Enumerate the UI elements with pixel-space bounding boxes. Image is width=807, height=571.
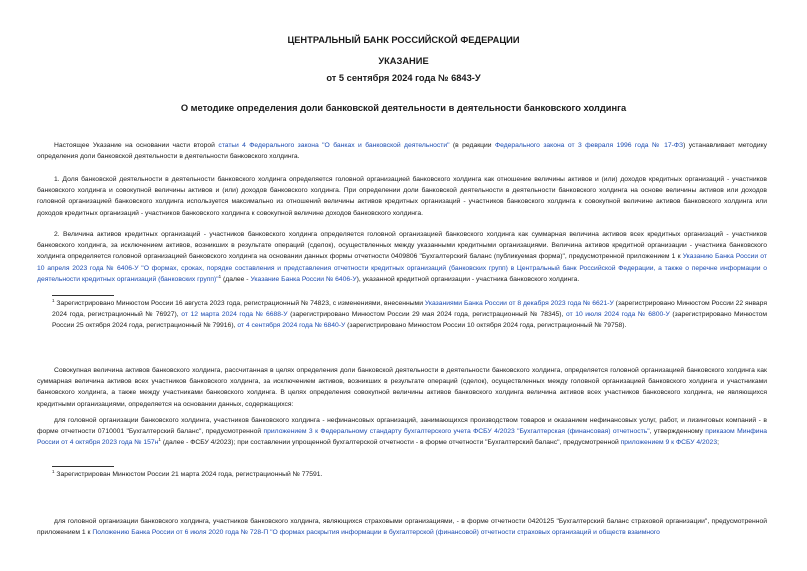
- instruction-6621-link[interactable]: Указаниями Банка России от 8 декабря 2023 года № 6621-У: [424, 300, 614, 307]
- fsbu-appendix-9-link[interactable]: приложением 9 к ФСБУ 4/2023: [620, 439, 718, 447]
- footnote-divider: [52, 466, 114, 467]
- doc-subject: О методике определения доли банковской деятельности в деятельности банковского холдинга: [180, 103, 627, 113]
- paragraph-3: Совокупная величина активов банковского холдинга, рассчитанная в целях определения доли банковской деятельности в деятельности банковского холдинга, определяется головной организацией банковского холдинга как суммарная величина активов всех участников банковского холдинга, за исключением активов, возникших в результате операций (сделок), осуществленных между головной организацией банковского холдинга и участниками банковского холдинга, а также между участниками банковского холдинга. В целях определения совокупной величины активов банковского холдинга величина активов всех участников банковского холдинга, не являющихся кредитными организациями, определяется на основании данных, содержащихся:: [37, 367, 767, 408]
- footnote-2: $^1$ Зарегистрирован Минюстом России 21 марта 2024 года, регистрационный № 77591.: [52, 468, 323, 478]
- footnote-ref[interactable]: 1: [218, 273, 222, 279]
- law-article-link[interactable]: статьи 4 Федерального закона "О банках и банковской деятельности": [218, 142, 450, 149]
- bank-instruction-6406-link[interactable]: Указанию Банка России от 10 апреля 2023 года № 6406-У "О формах, сроках, порядке составления и представления отчетности кредитных организаций (банковских групп) в Центральный банк Российской Федерации, а также о перечне информации о деятельности кредитных организаций (банковских групп)": [37, 253, 768, 283]
- instruction-6840-link[interactable]: от 4 сентября 2024 года № 6840-У: [237, 322, 346, 330]
- doc-type: УКАЗАНИЕ: [378, 56, 429, 66]
- footnote-divider: [52, 295, 114, 296]
- instruction-6406-short-link[interactable]: Указание Банка России № 6406-У: [250, 275, 357, 283]
- federal-law-link[interactable]: Федерального закона от 3 февраля 1996 года № 17-ФЗ: [494, 142, 684, 149]
- paragraph-1: 1. Доля банковской деятельности в деятельности банковского холдинга определяется головной организацией банковского холдинга как отношение величины активов и (или) доходов кредитных организаций - участников банковского холдинга и совокупной величины активов и (или) доходов банковского холдинга. При определении доли банковской деятельности в деятельности банковского холдинга на основе величины активов или доходов головной организацией банковского холдинга используется максимально из отношений величины активов кредитных организаций - участников банковского холдинга к совокупной величине активов банковского холдинга или доходов кредитных организаций - участников банковского холдинга к совокупной величине доходов банковского холдинга.: [37, 176, 767, 217]
- paragraph-2: 2. Величина активов кредитных организаций - участников банковского холдинга определяется головной организацией банковского холдинга как суммарная величина активов всех кредитных организаций - участников банковского холдинга, за исключением активов, возникших в результате операций (сделок), осуществленных между указанными кредитными организациями. Величина активов кредитной организации - участника банковского холдинга определяется головной организацией банковского холдинга на основании данных формы отчетности 0409806 "Бухгалтерский баланс (публикуемая форма)", предусмотренной приложением 1 к Указанию Банка России от 10 апреля 2023 года № 6406-У "О формах, сроках, порядке составления и представления отчетности кредитных организаций (банковских групп) в Центральный банк Российской Федерации, а также о перечне информации о деятельности кредитных организаций (банковских групп)"$^1$ (далее - Указание Банка России № 6406-У), указанной кредитной организации - участника банковского холдинга.: [37, 231, 768, 283]
- doc-date-number: от 5 сентября 2024 года № 6843-У: [326, 73, 481, 83]
- paragraph-4: для головной организации банковского холдинга, участников банковского холдинга - нефинансовых организаций, занимающихся производством товаров и оказанием нефинансовых услуг, работ, и лизинговых компаний - в форме отчетности 0710001 "Бухгалтерский баланс", предусмотренной приложением 3 к Федеральному стандарту бухгалтерского учета ФСБУ 4/2023 "Бухгалтерская (финансовая) отчетность", утвержденному приказом Минфина России от 4 октября 2023 года № $157н^1$ (далее - ФСБУ 4/2023); при составлении упрощенной бухгалтерской отчетности - в форме отчетности "Бухгалтерский баланс", предусмотренной приложением 9 к ФСБУ 4/2023;: [37, 417, 767, 447]
- bank-title: ЦЕНТРАЛЬНЫЙ БАНК РОССИЙСКОЙ ФЕДЕРАЦИИ: [287, 35, 520, 45]
- instruction-6800-link[interactable]: от 10 июля 2024 года № 6800-У: [565, 311, 670, 319]
- minfin-order-link[interactable]: приказом Минфина России от 4 октября 2023 года № 157н: [37, 428, 767, 447]
- regulation-728p-link[interactable]: Положению Банка России от 6 июля 2020 года № 728-П "О формах раскрытия информации в бухгалтерской (финансовой) отчетности страховых организаций и обществ взаимного: [92, 529, 660, 537]
- intro-paragraph: Настоящее Указание на основании части второй статьи 4 Федерального закона "О банках и банковской деятельности" (в редакции Федерального закона от 3 февраля 1996 года № 17-ФЗ) устанавливает методику определения доли банковской деятельности в деятельности банковского холдинга.: [37, 142, 768, 161]
- footnote-ref[interactable]: 1: [158, 437, 161, 443]
- fsbu-appendix-3-link[interactable]: приложением 3 к Федеральному стандарту бухгалтерского учета ФСБУ 4/2023 "Бухгалтерская (финансовая) отчетность": [263, 428, 650, 436]
- footnote-1: $^1$ Зарегистрировано Минюстом России 16 августа 2023 года, регистрационный № 74823, с изменениями, внесенными Указаниями Банка России от 8 декабря 2023 года № 6621-У (зарегистрировано Минюстом России 22 января 2024 года, регистрационный № 76927), от 12 марта 2024 года № 6688-У (зарегистрировано Минюстом России 29 мая 2024 года, регистрационный № 78345), от 10 июля 2024 года № 6800-У (зарегистрировано Минюстом России 25 октября 2024 года, регистрационный № 79916), от 4 сентября 2024 года № 6840-У (зарегистрировано Минюстом России 10 октября 2024 года, регистрационный № 79758).: [52, 297, 768, 330]
- paragraph-5: для головной организации банковского холдинга, участников банковского холдинга, являющихся страховыми организациями, - в форме отчетности 0420125 "Бухгалтерский баланс страховой организации", предусмотренной приложением 1 к Положению Банка России от 6 июля 2020 года № 728-П "О формах раскрытия информации в бухгалтерской (финансовой) отчетности страховых организаций и обществ взаимного: [37, 518, 767, 537]
- instruction-6688-link[interactable]: от 12 марта 2024 года № 6688-У: [181, 311, 288, 319]
